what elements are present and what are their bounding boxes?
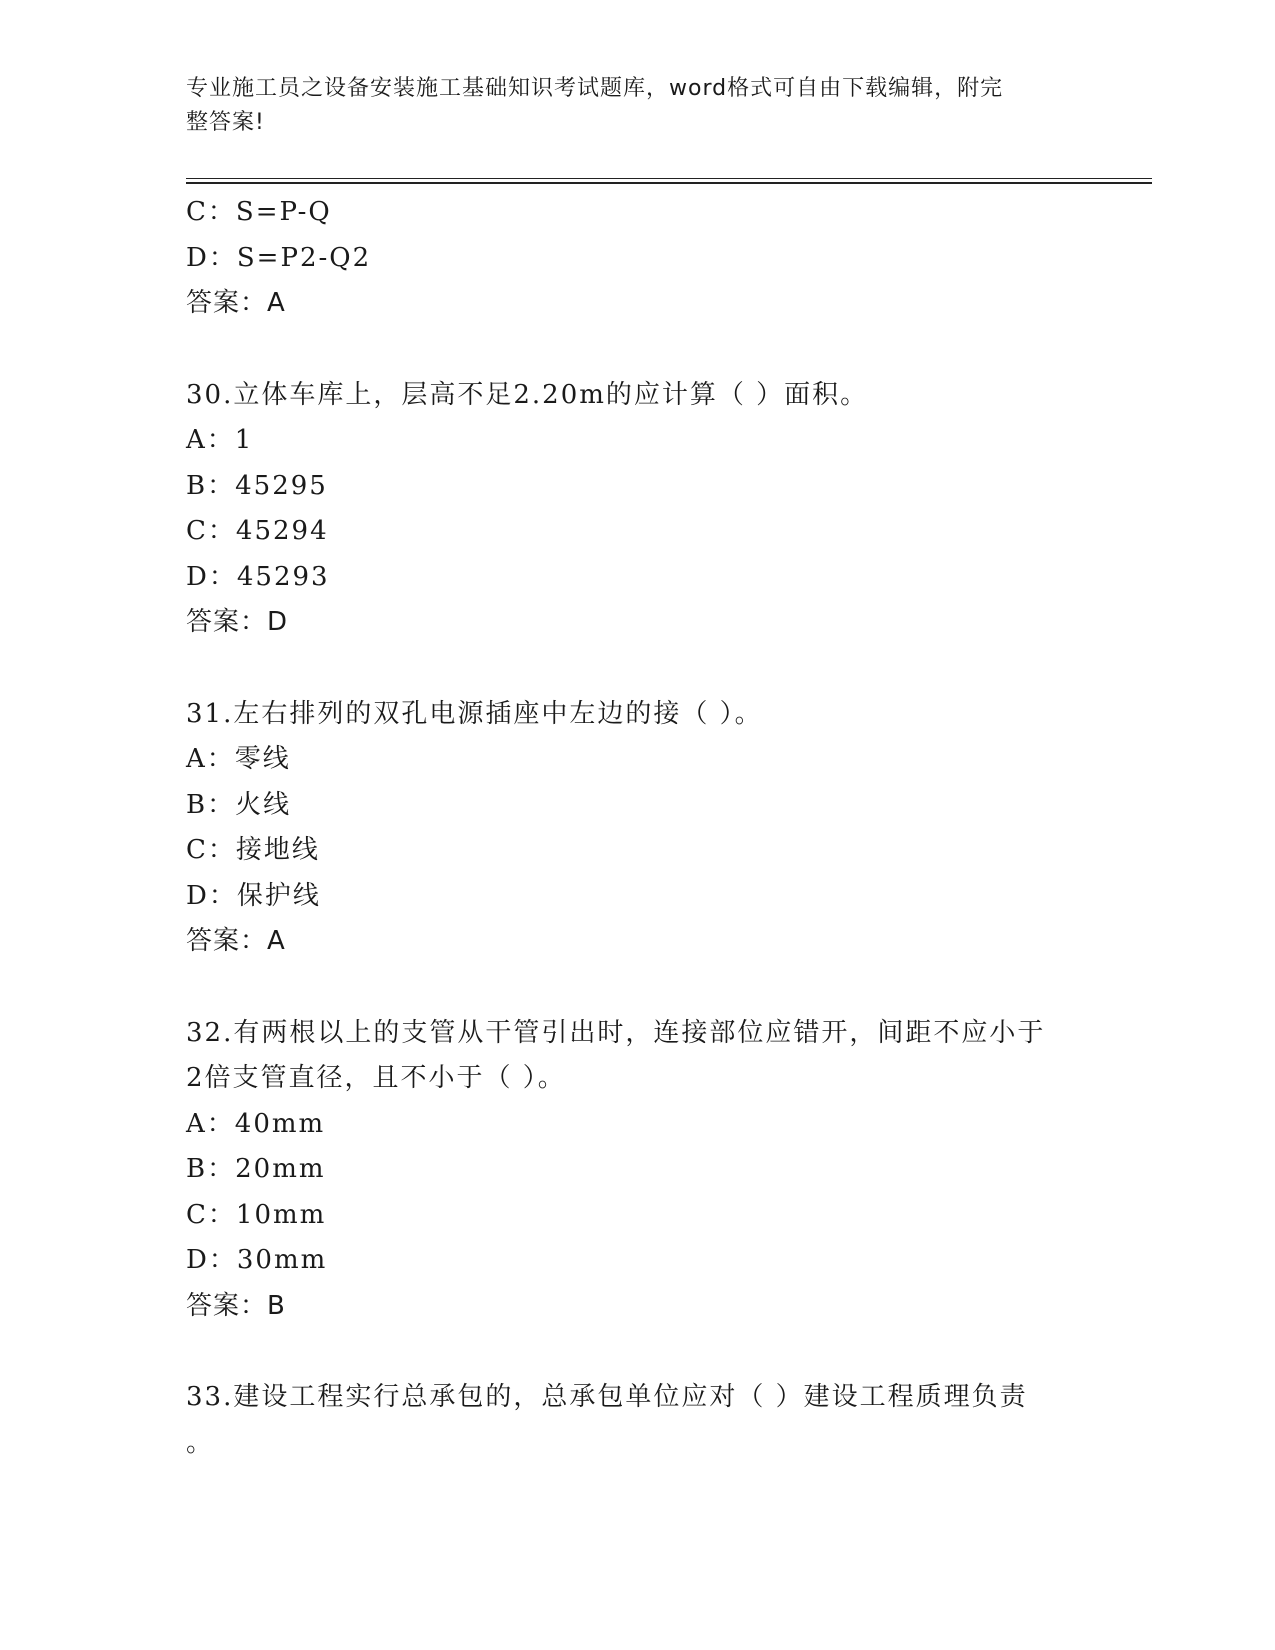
answer-line: 答案：D [186,607,289,637]
question-stem-line-2: 2倍支管直径，且不小于（ ）。 [186,1063,566,1093]
header-line-2: 整答案! [186,110,265,135]
question-stem: 31.左右排列的双孔电源插座中左边的接（ ）。 [186,698,763,729]
option-c: C：接地线 [186,835,320,865]
answer-line: 答案：A [186,926,286,956]
option-d: D：30mm [186,1245,328,1275]
option-c: C：10mm [186,1199,327,1230]
answer-line: 答案：A [186,288,286,318]
option-b: B：火线 [186,789,292,820]
answer-line: 答案：B [186,1290,286,1321]
question-stem: 30.立体车库上，层高不足2.20m的应计算（ ）面积。 [186,379,869,410]
spacer [186,327,1086,373]
header-divider-thick [186,182,1152,184]
question-stem-line-2: 。 [186,1427,215,1458]
spacer [186,1329,1086,1375]
spacer [186,646,1086,692]
header-divider-thin [186,178,1152,179]
option-d: D：45293 [186,561,330,592]
question-stem-line-1: 33.建设工程实行总承包的，总承包单位应对（ ）建设工程质理负责 [186,1382,1028,1412]
option-d: D：保护线 [186,880,321,911]
option-a: A：零线 [186,744,291,774]
option-c: C：S=P-Q [186,197,332,227]
option-a: A：1 [186,425,254,455]
page-header [186,72,1066,140]
question-31 [186,692,1086,965]
option-d: D：S=P2-Q2 [186,242,372,273]
question-33 [186,1375,1086,1466]
question-30 [186,373,1086,646]
question-32 [186,1011,1086,1330]
option-b: B：45295 [186,470,328,501]
option-a: A：40mm [186,1108,326,1139]
option-b: B：20mm [186,1154,326,1184]
spacer [186,965,1086,1011]
partial-question [186,190,1086,327]
header-line-1: 专业施工员之设备安装施工基础知识考试题库，word格式可自由下载编辑，附完 [186,76,1004,101]
option-c: C：45294 [186,516,329,546]
question-list [186,190,1086,1466]
question-stem-line-1: 32.有两根以上的支管从干管引出时，连接部位应错开，间距不应小于 [186,1017,1046,1048]
